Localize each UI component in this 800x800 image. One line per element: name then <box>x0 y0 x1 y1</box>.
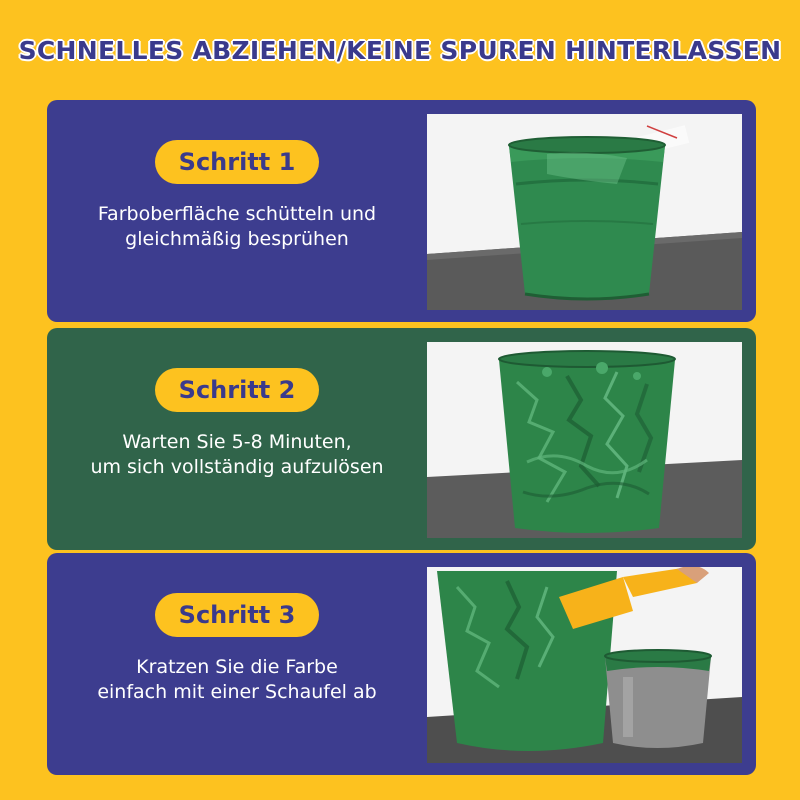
step-description-line: um sich vollständig aufzulösen <box>90 456 384 478</box>
step-description-line: Farboberfläche schütteln und <box>97 203 377 225</box>
spraying-bucket-photo <box>427 114 742 310</box>
step-description-line: Warten Sie 5-8 Minuten, <box>122 431 352 453</box>
step-description-line: gleichmäßig besprühen <box>125 228 349 250</box>
step-description <box>47 430 427 480</box>
step-description <box>47 655 427 705</box>
wrinkled-paint-bucket-photo <box>427 342 742 538</box>
step-card-3 <box>47 553 756 775</box>
step-badge: Schritt 3 <box>155 593 319 637</box>
step-description-line: Kratzen Sie die Farbe <box>136 656 338 678</box>
page-title: SCHNELLES ABZIEHEN/KEINE SPUREN HINTERLASSEN <box>18 36 782 65</box>
step-badge: Schritt 2 <box>155 368 319 412</box>
scraping-bucket-photo <box>427 567 742 763</box>
step-description <box>47 202 427 252</box>
step-text-area <box>47 553 427 775</box>
step-text-area <box>47 100 427 322</box>
step-badge: Schritt 1 <box>155 140 319 184</box>
step-description-line: einfach mit einer Schaufel ab <box>97 681 377 703</box>
step-card-1 <box>47 100 756 322</box>
step-card-2 <box>47 328 756 550</box>
step-text-area <box>47 328 427 550</box>
